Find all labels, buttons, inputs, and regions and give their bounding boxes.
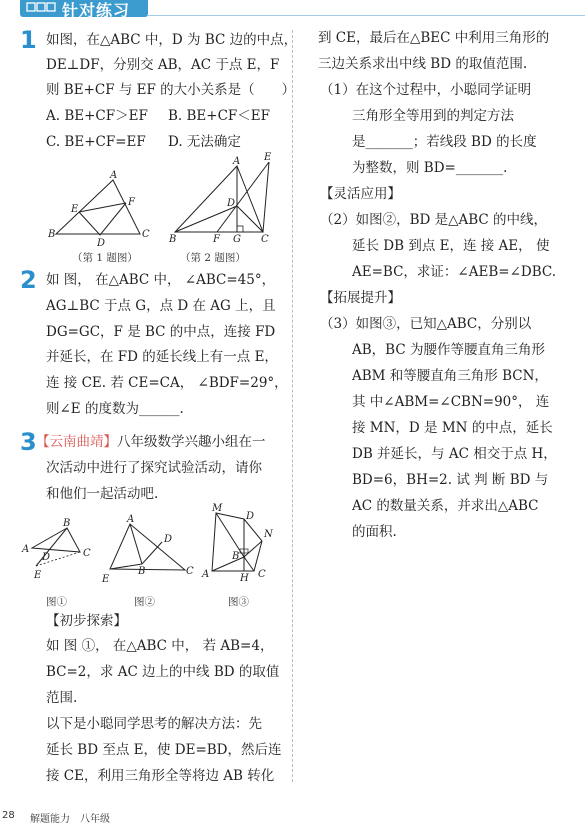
flex-title: 【灵活应用】 <box>320 186 401 202</box>
q3-explore-line-6: 接 CE，利用三角形全等将边 AB 转化 <box>46 768 275 784</box>
part1-line-2: 三角形全等用到的判定方法 <box>352 108 514 124</box>
q1-line-1: 如图，在△ABC 中，D 为 BC 边的中点， <box>46 32 298 48</box>
ext-title: 【拓展提升】 <box>320 290 401 306</box>
q1-option-a: A. BE+CF＞EF <box>46 108 148 124</box>
svg-text:E: E <box>102 574 110 585</box>
svg-text:H: H <box>240 573 249 584</box>
svg-text:C: C <box>258 569 266 580</box>
q3-figure-1-caption: 图① <box>46 596 67 608</box>
q1-figure-caption: （第 1 题图） <box>72 252 138 264</box>
header-rule <box>148 15 585 16</box>
part1-line-4: 为整数，则 BD=_______. <box>352 160 508 176</box>
svg-text:B: B <box>232 551 240 562</box>
svg-text:E: E <box>71 204 79 215</box>
part3-line-6: DB 并延长，与 AC 相交于点 H， <box>352 446 557 462</box>
part2-line-2: 延长 DB 到点 E，连 接 AE， 使 <box>352 238 550 254</box>
part2-line-3: AE=BC，求证：∠AEB=∠DBC. <box>352 264 557 280</box>
svg-text:B: B <box>63 518 71 529</box>
q3-line-1 <box>36 432 266 452</box>
q3-line-3: 和他们一起活动吧. <box>46 486 159 502</box>
column-divider <box>292 30 293 782</box>
q2-line-3: DG=GC，F 是 BC 的中点，连接 FD <box>46 324 276 340</box>
svg-text:A: A <box>110 170 118 181</box>
svg-text:G: G <box>233 234 241 245</box>
svg-text:M: M <box>212 503 223 514</box>
svg-text:A: A <box>233 156 241 167</box>
part3-line-9: 的面积. <box>352 524 397 540</box>
page-number: 28 <box>2 810 15 821</box>
part3-line-1: （3）如图③，已知△ABC，分别以 <box>320 316 532 332</box>
part2-line-1: （2）如图②，BD 是△ABC 的中线， <box>320 212 548 228</box>
svg-text:C: C <box>83 548 91 559</box>
q2-figure <box>165 152 283 248</box>
part3-line-4: 其 中∠ABM=∠CBN=90°， 连 <box>352 394 550 410</box>
q1-option-b: B. BE+CF＜EF <box>168 108 271 124</box>
cubes-icon <box>26 2 56 15</box>
q3-line-1-text: 八年级数学兴趣小组在一 <box>117 434 266 450</box>
q3-figure-2 <box>100 514 195 584</box>
part3-line-7: BD=6，BH=2. 试 判 断 BD 与 <box>352 472 549 488</box>
part3-line-3: ABM 和等腰直角三角形 BCN， <box>352 368 548 384</box>
question-number-1: 1 <box>20 26 37 54</box>
svg-text:F: F <box>213 234 220 245</box>
right-line-1: 到 CE，最后在△BEC 中利用三角形的 <box>318 30 550 46</box>
q2-line-5: 连 接 CE. 若 CE=CA， ∠BDF=29°， <box>46 375 288 391</box>
q1-option-c: C. BE+CF=EF <box>46 134 146 150</box>
q3-explore-line-4: 以下是小聪同学思考的解决方法：先 <box>46 716 262 732</box>
svg-text:N: N <box>264 529 273 540</box>
q3-explore-line-2: BC=2，求 AC 边上的中线 BD 的取值 <box>46 664 280 680</box>
q1-line-2: DE⊥DF，分别交 AB，AC 于点 E，F <box>46 57 280 73</box>
part3-line-5: 接 MN，D 是 MN 的中点，延长 <box>352 420 553 436</box>
svg-text:D: D <box>246 511 255 522</box>
q3-figure-3 <box>200 505 280 587</box>
svg-text:C: C <box>186 566 194 577</box>
q3-explore-title: 【初步探索】 <box>46 613 127 629</box>
part3-line-8: AC 的数量关系，并求出△ABC <box>352 498 539 514</box>
svg-text:D: D <box>97 238 106 249</box>
q1-option-d: D. 无法确定 <box>168 134 241 150</box>
svg-text:E: E <box>264 152 272 163</box>
q3-explore-line-5: 延长 BD 至点 E，使 DE=BD，然后连 <box>46 742 282 758</box>
section-header <box>20 0 148 20</box>
question-number-2: 2 <box>20 266 37 294</box>
book-title: 解题能力 八年级 <box>30 814 110 825</box>
q2-line-6: 则∠E 的度数为______. <box>46 401 184 417</box>
q1-figure <box>40 170 160 250</box>
part3-line-2: AB，BC 为腰作等腰直角三角形 <box>352 342 545 358</box>
part1-line-1: （1）在这个过程中，小聪同学证明 <box>320 82 532 98</box>
q2-line-1: 如 图， 在△ABC 中， ∠ABC=45°， <box>46 272 276 288</box>
svg-text:D: D <box>42 552 51 563</box>
q3-figure-2-caption: 图② <box>134 596 155 608</box>
section-title: 针对练习 <box>62 1 131 20</box>
part1-line-3: 是_______；若线段 BD 的长度 <box>352 134 537 150</box>
svg-text:A: A <box>22 544 30 555</box>
q3-figure-3-caption: 图③ <box>228 596 249 608</box>
q3-line-2: 次活动中进行了探究试验活动，请你 <box>46 460 262 476</box>
svg-text:B: B <box>138 566 146 577</box>
svg-text:C: C <box>261 234 269 245</box>
svg-text:D: D <box>227 198 236 209</box>
svg-text:A: A <box>202 569 210 580</box>
svg-text:B: B <box>48 229 56 240</box>
q3-figure-1 <box>22 518 97 583</box>
q2-figure-caption: （第 2 题图） <box>180 252 246 264</box>
right-line-2: 三边关系求出中线 BD 的取值范围. <box>318 56 528 72</box>
q1-line-3: 则 BE+CF 与 EF 的大小关系是（ ） <box>46 82 296 98</box>
q3-explore-line-1: 如 图 ①， 在△ABC 中， 若 AB=4， <box>46 638 274 654</box>
q3-explore-line-3: 范围. <box>46 690 78 706</box>
svg-text:F: F <box>128 197 135 208</box>
svg-text:B: B <box>169 234 177 245</box>
svg-text:E: E <box>34 570 42 581</box>
question-number-3: 3 <box>20 428 37 456</box>
q3-source-tag: 【云南曲靖】 <box>36 434 117 450</box>
q2-line-4: 并延长，在 FD 的延长线上有一点 E， <box>46 349 278 365</box>
svg-text:A: A <box>127 514 135 525</box>
svg-text:C: C <box>142 229 150 240</box>
svg-text:D: D <box>164 534 173 545</box>
q2-line-2: AG⊥BC 于点 G，点 D 在 AG 上，且 <box>46 298 276 314</box>
